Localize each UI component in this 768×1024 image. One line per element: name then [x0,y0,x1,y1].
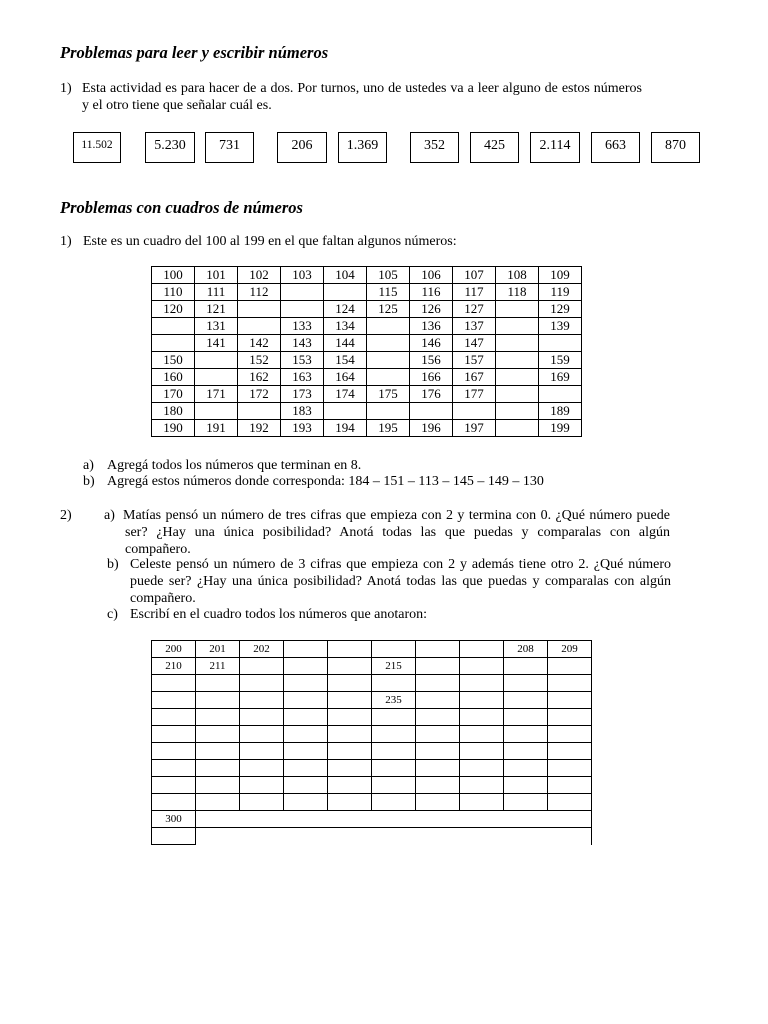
table-cell[interactable] [284,641,328,658]
table-cell[interactable] [238,301,281,318]
table-cell[interactable]: 176 [410,386,453,403]
table-cell[interactable] [324,284,367,301]
table-cell[interactable]: 169 [539,369,582,386]
table-cell[interactable]: 194 [324,420,367,437]
table-cell[interactable] [328,760,372,777]
table-cell[interactable]: 115 [367,284,410,301]
table-cell[interactable]: 211 [196,658,240,675]
table-cell[interactable] [238,318,281,335]
table-cell[interactable] [460,726,504,743]
table-row [152,641,592,658]
table-cell[interactable] [496,335,539,352]
table-cell[interactable]: 170 [152,386,195,403]
number-box[interactable]: 2.114 [530,132,580,163]
subitem-text: Escribí en el cuadro todos los números que anotaron: [130,607,428,622]
table-cell[interactable] [152,828,196,845]
table-cell[interactable] [496,318,539,335]
table-cell[interactable]: 118 [496,284,539,301]
table-cell[interactable] [416,777,460,794]
table-cell[interactable] [504,794,548,811]
table-cell[interactable]: 103 [281,267,324,284]
table-cell[interactable]: 102 [238,267,281,284]
table-cell[interactable] [152,777,196,794]
table-cell[interactable]: 110 [152,284,195,301]
table-cell[interactable]: 200 [152,641,196,658]
table-cell[interactable] [284,777,328,794]
table-cell[interactable]: 192 [238,420,281,437]
item-number: 1) [60,81,72,96]
table-cell[interactable] [504,658,548,675]
subitem-text [125,507,670,558]
subitem-text-a: Matías pensó un número de tres cifras que empieza con 2 y termina con 0. ¿Qué número puede ser? ¿Hay una única posibilidad? Anotá todas las que puedas y comparalas con algún compañero. [123,508,670,557]
table-cell[interactable] [195,403,238,420]
table-row [152,403,582,420]
table-cell[interactable] [238,403,281,420]
table-cell[interactable]: 142 [238,335,281,352]
table-cell[interactable]: 157 [453,352,496,369]
table-cell[interactable] [328,692,372,709]
subitem-label: b) [107,557,119,572]
table-cell[interactable] [196,726,240,743]
table-cell[interactable] [240,726,284,743]
table-cell[interactable] [196,709,240,726]
table-cell[interactable] [416,760,460,777]
table-blank-area [196,828,592,845]
table-cell[interactable]: 152 [238,352,281,369]
table-cell[interactable] [496,386,539,403]
number-box[interactable]: 1.369 [338,132,387,163]
table-cell[interactable] [416,658,460,675]
table-cell[interactable] [504,709,548,726]
table-cell[interactable]: 159 [539,352,582,369]
table-row [152,709,592,726]
table-cell[interactable] [152,692,196,709]
table-cell[interactable]: 190 [152,420,195,437]
table-cell[interactable] [284,760,328,777]
table-cell[interactable] [504,692,548,709]
table-cell[interactable]: 235 [372,692,416,709]
table-cell[interactable] [196,675,240,692]
table-cell[interactable]: 125 [367,301,410,318]
table-cell[interactable] [548,777,592,794]
table-cell[interactable]: 195 [367,420,410,437]
table-cell[interactable] [548,675,592,692]
number-table-100-199 [151,266,582,437]
table-cell[interactable] [372,777,416,794]
table-cell[interactable] [548,692,592,709]
table-cell[interactable] [410,403,453,420]
table-cell[interactable]: 136 [410,318,453,335]
table-cell[interactable]: 104 [324,267,367,284]
table-cell[interactable]: 124 [324,301,367,318]
table-cell[interactable]: 160 [152,369,195,386]
table-cell[interactable] [240,675,284,692]
table-cell[interactable] [496,403,539,420]
table-cell[interactable]: 109 [539,267,582,284]
table-cell[interactable] [284,675,328,692]
subitem-label: b) [83,474,95,489]
table-cell[interactable] [504,743,548,760]
table-row [152,777,592,794]
table-cell[interactable]: 127 [453,301,496,318]
number-box[interactable]: 663 [591,132,640,163]
table-cell[interactable]: 209 [548,641,592,658]
table-cell[interactable] [416,726,460,743]
table-cell[interactable]: 108 [496,267,539,284]
section-title-reading: Problemas para leer y escribir números [60,43,329,62]
table-cell[interactable]: 143 [281,335,324,352]
table-cell[interactable] [152,743,196,760]
table-cell[interactable] [367,352,410,369]
table-cell[interactable] [328,777,372,794]
table-cell[interactable]: 173 [281,386,324,403]
table-cell[interactable] [548,794,592,811]
table-cell[interactable] [460,794,504,811]
table-cell[interactable] [240,709,284,726]
table-row [152,352,582,369]
table-cell[interactable] [496,369,539,386]
table-cell[interactable] [284,658,328,675]
table-cell[interactable] [152,709,196,726]
table-cell[interactable] [372,760,416,777]
table-row [152,369,582,386]
table-cell[interactable]: 141 [195,335,238,352]
table-cell[interactable] [372,794,416,811]
table-cell[interactable] [240,743,284,760]
table-cell[interactable]: 146 [410,335,453,352]
table-cell[interactable]: 180 [152,403,195,420]
table-cell[interactable] [496,420,539,437]
table-row [152,794,592,811]
table-cell[interactable] [548,709,592,726]
table-cell[interactable] [496,352,539,369]
table-cell[interactable] [240,777,284,794]
table-cell[interactable] [372,726,416,743]
table-row [152,420,582,437]
table-cell[interactable] [328,726,372,743]
table-cell[interactable] [328,794,372,811]
number-table-200-300 [151,640,592,845]
table-cell[interactable]: 117 [453,284,496,301]
table-row [152,267,582,284]
table-blank-area [196,811,592,828]
question-number: 1) [60,234,72,249]
table-cell[interactable]: 106 [410,267,453,284]
table-cell[interactable] [416,794,460,811]
table-cell[interactable]: 134 [324,318,367,335]
table-cell[interactable]: 189 [539,403,582,420]
table-cell[interactable]: 191 [195,420,238,437]
table-cell[interactable]: 166 [410,369,453,386]
table-cell[interactable] [504,760,548,777]
table-cell[interactable] [460,675,504,692]
table-cell[interactable]: 202 [240,641,284,658]
table-cell[interactable] [416,709,460,726]
table-cell[interactable] [504,726,548,743]
table-cell[interactable] [460,641,504,658]
table-cell[interactable]: 183 [281,403,324,420]
table-cell[interactable]: 171 [195,386,238,403]
number-box[interactable]: 870 [651,132,700,163]
table-cell[interactable] [328,709,372,726]
section-title-tables: Problemas con cuadros de números [60,198,303,217]
table-cell[interactable]: 163 [281,369,324,386]
table-cell[interactable] [240,760,284,777]
table-cell[interactable] [548,743,592,760]
table-cell[interactable]: 208 [504,641,548,658]
table-row [152,811,592,828]
number-box[interactable]: 731 [205,132,254,163]
number-box[interactable]: 206 [277,132,327,163]
table-cell[interactable] [367,335,410,352]
table-cell[interactable] [281,301,324,318]
table-cell[interactable]: 201 [196,641,240,658]
table-cell[interactable]: 300 [152,811,196,828]
table-cell[interactable] [152,794,196,811]
table-cell[interactable] [460,777,504,794]
table-cell[interactable] [240,794,284,811]
table-cell[interactable]: 147 [453,335,496,352]
table-cell[interactable]: 144 [324,335,367,352]
number-box[interactable]: 425 [470,132,519,163]
table-cell[interactable]: 153 [281,352,324,369]
table-cell[interactable]: 210 [152,658,196,675]
table-cell[interactable]: 137 [453,318,496,335]
table-cell[interactable]: 116 [410,284,453,301]
table-row [152,318,582,335]
question-number: 2) [60,508,72,523]
number-box[interactable]: 352 [410,132,459,163]
subitem-label: a) [83,458,94,473]
table-cell[interactable] [240,692,284,709]
table-cell[interactable] [367,318,410,335]
table-cell[interactable] [328,675,372,692]
table-cell[interactable]: 107 [453,267,496,284]
table-row [152,284,582,301]
table-cell[interactable]: 167 [453,369,496,386]
table-cell[interactable] [284,726,328,743]
number-box[interactable]: 5.230 [145,132,195,163]
table-row [152,726,592,743]
table-row [152,692,592,709]
table-cell[interactable]: 197 [453,420,496,437]
table-cell[interactable] [196,692,240,709]
table-cell[interactable] [372,709,416,726]
table-cell[interactable]: 154 [324,352,367,369]
table-cell[interactable]: 111 [195,284,238,301]
table-cell[interactable] [195,352,238,369]
table-cell[interactable]: 101 [195,267,238,284]
subitem-label: a) [104,508,115,523]
table-cell[interactable]: 120 [152,301,195,318]
number-box[interactable]: 11.502 [73,132,121,163]
table-cell[interactable] [367,369,410,386]
table-cell[interactable] [328,658,372,675]
table-cell[interactable]: 175 [367,386,410,403]
table-cell[interactable] [453,403,496,420]
table-cell[interactable] [460,692,504,709]
table-cell[interactable] [460,709,504,726]
table-cell[interactable] [539,335,582,352]
subitem-text: Celeste pensó un número de 3 cifras que empieza con 2 y además tiene otro 2. ¿Qué número puede ser? ¿Hay una única posibilidad? Anotá todas las que puedas y comparalas con algún compañero. [130,557,671,606]
table-cell[interactable]: 174 [324,386,367,403]
table-cell[interactable] [284,743,328,760]
table-cell[interactable] [328,641,372,658]
table-row [152,828,592,845]
subitem-text: Agregá todos los números que terminan en 8. [107,458,362,473]
table-cell[interactable] [416,641,460,658]
table-cell[interactable]: 129 [539,301,582,318]
subitem-label: c) [107,607,118,622]
table-cell[interactable] [548,760,592,777]
table-cell[interactable] [196,777,240,794]
activity-instructions: Esta actividad es para hacer de a dos. Por turnos, uno de ustedes va a leer alguno de estos números y el otro tiene que señalar cuál es. [82,81,642,113]
table-cell[interactable]: 131 [195,318,238,335]
table-cell[interactable] [539,386,582,403]
table-cell[interactable]: 196 [410,420,453,437]
table-cell[interactable] [196,760,240,777]
table-cell[interactable]: 100 [152,267,195,284]
table-cell[interactable]: 139 [539,318,582,335]
table-cell[interactable] [367,403,410,420]
table-cell[interactable] [152,726,196,743]
table-cell[interactable]: 156 [410,352,453,369]
table-cell[interactable] [496,301,539,318]
table-cell[interactable]: 199 [539,420,582,437]
table-cell[interactable]: 119 [539,284,582,301]
table-cell[interactable] [416,675,460,692]
table-cell[interactable] [281,284,324,301]
table-cell[interactable]: 150 [152,352,195,369]
table-cell[interactable] [324,403,367,420]
table-cell[interactable] [460,658,504,675]
table-cell[interactable] [284,794,328,811]
table-cell[interactable] [152,760,196,777]
table-cell[interactable]: 162 [238,369,281,386]
table-cell[interactable] [240,658,284,675]
table-cell[interactable] [284,709,328,726]
table-cell[interactable] [548,658,592,675]
table-row [152,658,592,675]
table-cell[interactable] [416,743,460,760]
table-cell[interactable] [284,692,328,709]
table-row [152,743,592,760]
subitem-text: Agregá estos números donde corresponda: 184 – 151 – 113 – 145 – 149 – 130 [107,474,544,489]
table-cell[interactable]: 177 [453,386,496,403]
table-row [152,675,592,692]
table-cell[interactable]: 133 [281,318,324,335]
table-cell[interactable]: 193 [281,420,324,437]
table-cell[interactable]: 121 [195,301,238,318]
table-cell[interactable] [372,641,416,658]
table-cell[interactable] [460,760,504,777]
table-cell[interactable]: 164 [324,369,367,386]
table-cell[interactable] [152,318,195,335]
table-row [152,386,582,403]
table-cell[interactable]: 105 [367,267,410,284]
table-cell[interactable]: 172 [238,386,281,403]
table-cell[interactable] [416,692,460,709]
table-row [152,760,592,777]
table-cell[interactable] [372,675,416,692]
question-text: Este es un cuadro del 100 al 199 en el que faltan algunos números: [83,234,457,249]
table-cell[interactable] [196,794,240,811]
table-cell[interactable]: 126 [410,301,453,318]
table-cell[interactable] [460,743,504,760]
table-cell[interactable] [196,743,240,760]
table-cell[interactable] [195,369,238,386]
table-cell[interactable] [504,777,548,794]
table-cell[interactable]: 215 [372,658,416,675]
table-cell[interactable] [372,743,416,760]
table-cell[interactable] [152,335,195,352]
table-cell[interactable] [548,726,592,743]
table-row [152,301,582,318]
table-cell[interactable] [152,675,196,692]
table-cell[interactable] [328,743,372,760]
table-row [152,335,582,352]
table-cell[interactable]: 112 [238,284,281,301]
table-cell[interactable] [504,675,548,692]
